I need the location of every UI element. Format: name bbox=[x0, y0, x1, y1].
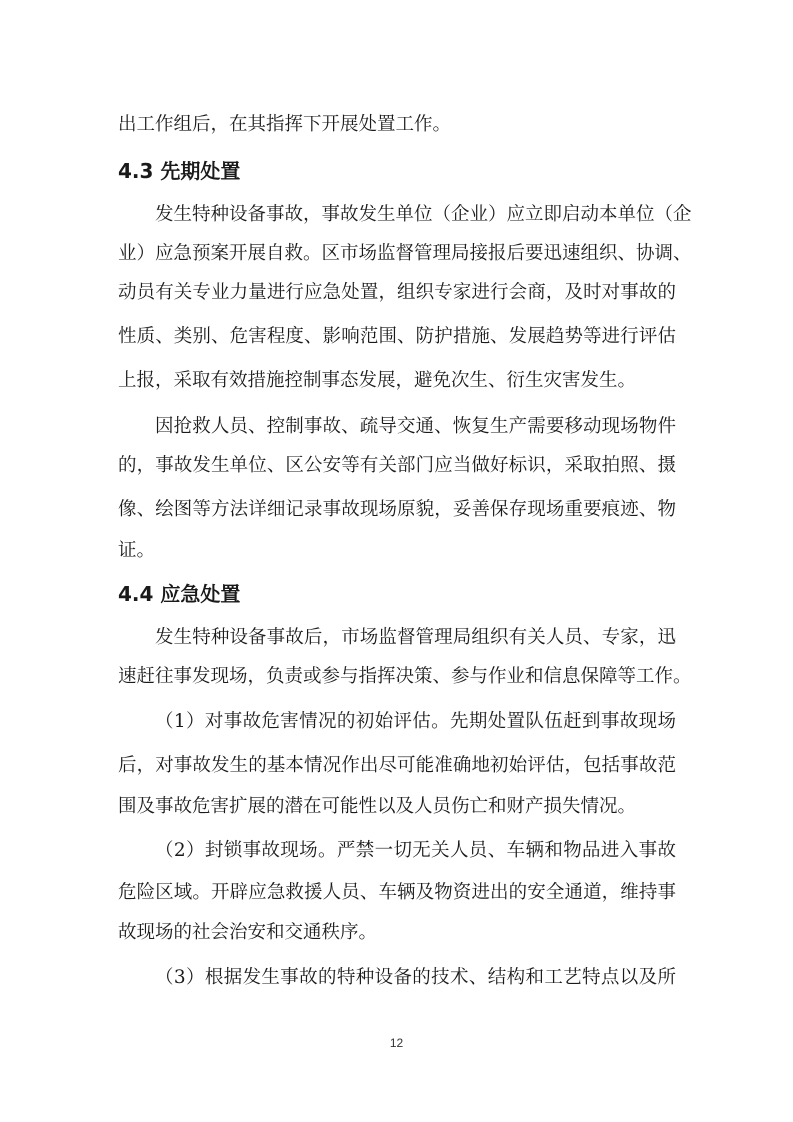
paragraph-line: 因抢救人员、控制事故、疏导交通、恢复生产需要移动现场物件 bbox=[155, 416, 676, 437]
page-number: 12 bbox=[389, 1036, 404, 1050]
paragraph-line: （3）根据发生事故的特种设备的技术、结构和工艺特点以及所 bbox=[155, 967, 676, 988]
paragraph-line: 业）应急预案开展自救。区市场监督管理局接报后要迅速组织、协调、 bbox=[118, 243, 692, 264]
paragraph-line: 故现场的社会治安和交通秩序。 bbox=[118, 922, 378, 943]
paragraph-line: 后，对事故发生的基本情况作出尽可能准确地初始评估，包括事故范 bbox=[118, 755, 676, 776]
paragraph-line: 围及事故危害扩展的潜在可能性以及人员伤亡和财产损失情况。 bbox=[118, 796, 637, 817]
paragraph-line: 发生特种设备事故后，市场监督管理局组织有关人员、专家，迅 bbox=[155, 627, 676, 648]
paragraph-line: 速赶往事发现场，负责或参与指挥决策、参与作业和信息保障等工作。 bbox=[118, 666, 692, 687]
paragraph-line: 证。 bbox=[118, 540, 156, 561]
paragraph-line: 上报，采取有效措施控制事态发展，避免次生、衍生灾害发生。 bbox=[118, 370, 637, 391]
paragraph-line: 出工作组后，在其指挥下开展处置工作。 bbox=[118, 114, 452, 135]
paragraph-line: 像、绘图等方法详细记录事故现场原貌，妥善保存现场重要痕迹、物 bbox=[118, 499, 676, 520]
section-heading-4-4: 4.4 应急处置 bbox=[118, 582, 241, 606]
paragraph-line: 的，事故发生单位、区公安等有关部门应当做好标识，采取拍照、摄 bbox=[118, 455, 676, 476]
paragraph-line: 性质、类别、危害程度、影响范围、防护措施、发展趋势等进行评估 bbox=[118, 326, 676, 347]
paragraph-line: 动员有关专业力量进行应急处置，组织专家进行会商，及时对事故的 bbox=[118, 282, 676, 303]
paragraph-line: 危险区域。开辟应急救援人员、车辆及物资进出的安全通道，维持事 bbox=[118, 882, 676, 903]
paragraph-line: （1）对事故危害情况的初始评估。先期处置队伍赶到事故现场 bbox=[155, 711, 676, 732]
paragraph-line: （2）封锁事故现场。严禁一切无关人员、车辆和物品进入事故 bbox=[155, 840, 676, 861]
section-heading-4-3: 4.3 先期处置 bbox=[118, 159, 241, 183]
paragraph-line: 发生特种设备事故，事故发生单位（企业）应立即启动本单位（企 bbox=[155, 204, 692, 225]
